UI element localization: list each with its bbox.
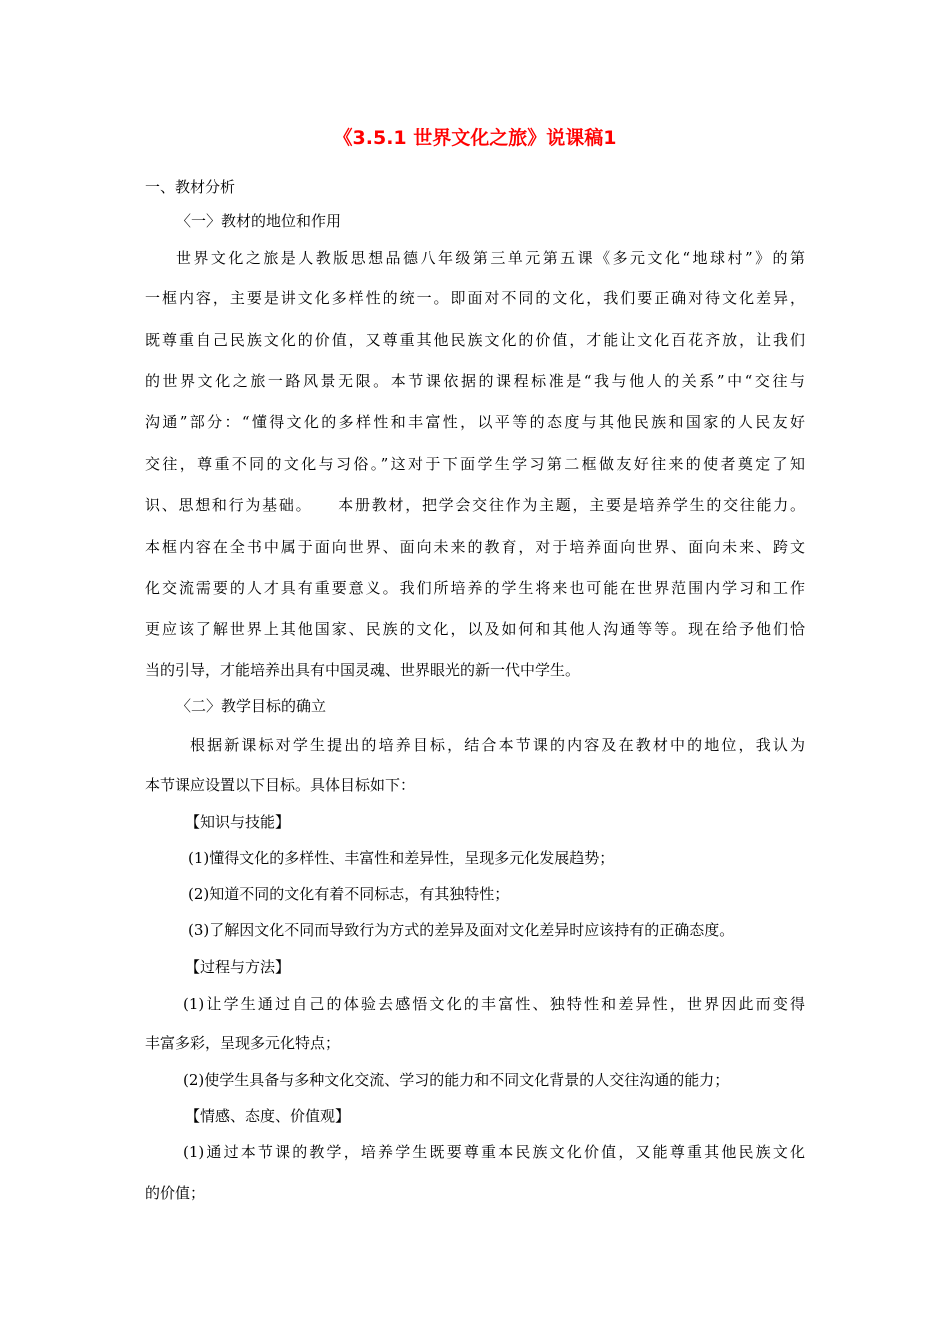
section-emotion-attitude-values: 【情感、态度、价值观】 bbox=[185, 1107, 351, 1125]
paragraph-line: 沟通”部分：“懂得文化的多样性和丰富性，以平等的态度与其他民族和国家的人民友好 bbox=[145, 413, 805, 431]
section-knowledge-and-skills: 【知识与技能】 bbox=[185, 813, 291, 831]
process-item-line: (1)让学生通过自己的体验去感悟文化的丰富性、独特性和差异性，世界因此而变得 bbox=[183, 995, 805, 1013]
subheading-position-and-role: 〈一〉教材的地位和作用 bbox=[176, 212, 342, 230]
document-title: 《3.5.1 世界文化之旅》说课稿1 bbox=[333, 127, 617, 149]
paragraph-line: 既尊重自己民族文化的价值，又尊重其他民族文化的价值，才能让文化百花齐放，让我们 bbox=[145, 331, 805, 349]
paragraph-line: 本节课应设置以下目标。具体目标如下： bbox=[145, 776, 416, 794]
knowledge-item: (2)知道不同的文化有着不同标志，有其独特性； bbox=[188, 885, 510, 903]
knowledge-item: (3)了解因文化不同而导致行为方式的差异及面对文化差异时应该持有的正确态度。 bbox=[188, 921, 735, 939]
paragraph-line: 当的引导，才能培养出具有中国灵魂、世界眼光的新一代中学生。 bbox=[145, 661, 581, 679]
paragraph-line: 本框内容在全书中属于面向世界、面向未来的教育，对于培养面向世界、面向未来、跨文 bbox=[145, 538, 805, 556]
knowledge-item: (1)懂得文化的多样性、丰富性和差异性，呈现多元化发展趋势； bbox=[188, 849, 615, 867]
paragraph-line: 更应该了解世界上其他国家、民族的文化，以及如何和其他人沟通等等。现在给予他们恰 bbox=[145, 620, 805, 638]
subheading-teaching-objectives: 〈二〉教学目标的确立 bbox=[176, 697, 327, 715]
paragraph-line: 世界文化之旅是人教版思想品德八年级第三单元第五课《多元文化“地球村”》的第 bbox=[176, 249, 805, 267]
emotion-item-line: (1)通过本节课的教学，培养学生既要尊重本民族文化价值，又能尊重其他民族文化 bbox=[183, 1143, 805, 1161]
paragraph-line: 识、思想和行为基础。 本册教材，把学会交往作为主题，主要是培养学生的交往能力。 bbox=[145, 496, 805, 514]
process-item-line: 丰富多彩，呈现多元化特点； bbox=[145, 1034, 341, 1052]
paragraph-line: 的世界文化之旅一路风景无限。本节课依据的课程标准是“我与他人的关系”中“交往与 bbox=[145, 372, 805, 390]
emotion-item-line: 的价值； bbox=[145, 1184, 206, 1202]
section-process-and-method: 【过程与方法】 bbox=[185, 958, 291, 976]
paragraph-line: 化交流需要的人才具有重要意义。我们所培养的学生将来也可能在世界范围内学习和工作 bbox=[145, 579, 805, 597]
paragraph-line: 交往，尊重不同的文化与习俗。”这对于下面学生学习第二框做友好往来的使者奠定了知 bbox=[145, 455, 805, 473]
paragraph-line: 根据新课标对学生提出的培养目标，结合本节课的内容及在教材中的地位，我认为 bbox=[190, 736, 805, 754]
process-item: (2)使学生具备与多种文化交流、学习的能力和不同文化背景的人交往沟通的能力； bbox=[183, 1071, 730, 1089]
paragraph-line: 一框内容，主要是讲文化多样性的统一。即面对不同的文化，我们要正确对待文化差异， bbox=[145, 289, 805, 307]
section-heading-textbook-analysis: 一、教材分析 bbox=[145, 178, 236, 196]
